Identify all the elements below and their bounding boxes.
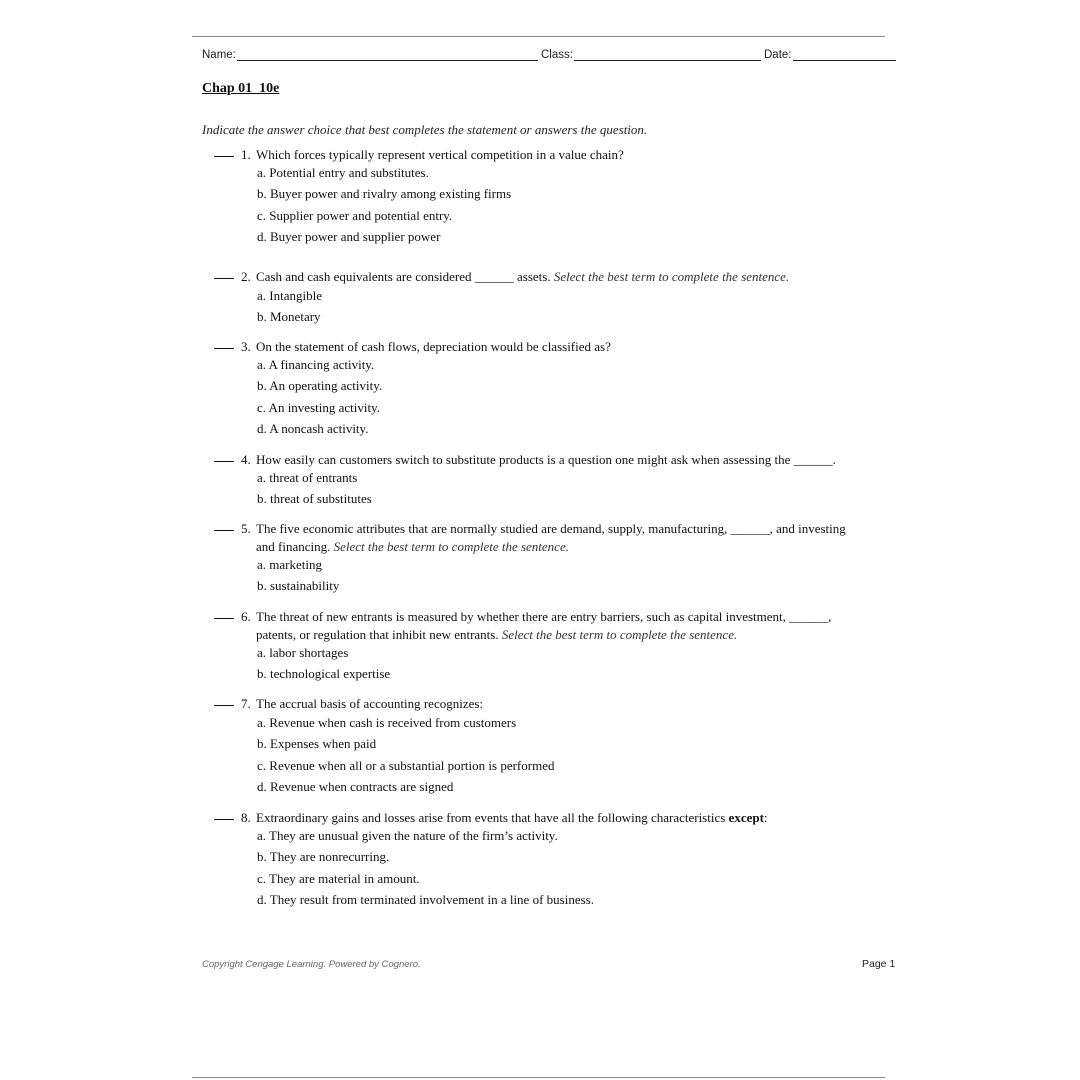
answer-blank xyxy=(214,278,234,279)
question-hint: Select the best term to complete the sentence. xyxy=(501,627,738,642)
question-number: 3. xyxy=(241,339,251,354)
option-c: c. Supplier power and potential entry. xyxy=(257,207,453,223)
instructions: Indicate the answer choice that best completes the statement or answers the question. xyxy=(202,122,648,137)
option-b: b. technological expertise xyxy=(257,666,391,682)
option-c: c. Revenue when all or a substantial portion is performed xyxy=(257,757,555,773)
answer-options xyxy=(257,714,554,799)
date-field xyxy=(764,46,896,61)
option-b: b. They are nonrecurring. xyxy=(257,849,390,865)
option-d: d. A noncash activity. xyxy=(257,420,369,436)
class-label: Class: xyxy=(541,49,573,61)
answer-options xyxy=(257,164,511,249)
date-label: Date: xyxy=(764,49,792,61)
answer-blank xyxy=(214,705,234,706)
question-text: Extraordinary gains and losses arise from events that have all the following characteristics xyxy=(256,810,726,825)
answer-options xyxy=(257,827,594,912)
date-blank-line xyxy=(793,46,897,61)
option-b: b. threat of substitutes xyxy=(257,491,372,507)
option-a: a. Intangible xyxy=(257,288,322,303)
answer-options xyxy=(257,556,339,599)
answer-blank xyxy=(214,530,234,531)
name-label: Name: xyxy=(202,49,236,61)
question-text: The threat of new entrants is measured by whether there are entry barriers, such as capital investment, ______, xyxy=(256,609,832,624)
answer-options xyxy=(257,287,322,330)
option-b: b. An operating activity. xyxy=(257,378,383,394)
question-text: The five economic attributes that are normally studied are demand, supply, manufacturing, ______, and investing xyxy=(256,521,846,536)
option-d: d. Buyer power and supplier power xyxy=(257,228,441,244)
question-stem xyxy=(241,338,896,356)
answer-blank xyxy=(214,348,234,349)
bottom-rule xyxy=(192,1077,885,1078)
question-stem xyxy=(241,520,896,556)
question-number: 8. xyxy=(241,810,251,825)
answer-blank xyxy=(214,819,234,820)
question-stem xyxy=(241,268,896,286)
question-stem xyxy=(241,695,896,713)
question-text: The accrual basis of accounting recognizes: xyxy=(256,696,484,711)
name-blank-line xyxy=(237,46,538,61)
question-number: 6. xyxy=(241,609,251,624)
option-a: a. Revenue when cash is received from customers xyxy=(257,715,517,730)
question-text-continued: and financing. xyxy=(256,539,331,554)
option-b: b. Expenses when paid xyxy=(257,736,377,752)
option-b: b. Monetary xyxy=(257,309,321,325)
question-stem xyxy=(241,608,896,644)
question-text-tail: : xyxy=(763,810,768,825)
option-c: c. They are material in amount. xyxy=(257,870,420,886)
option-c: c. An investing activity. xyxy=(257,399,380,415)
question-number: 4. xyxy=(241,452,251,467)
copyright-footer: Copyright Cengage Learning. Powered by Cognero. xyxy=(202,959,421,970)
document-title: Chap 01_10e xyxy=(202,81,280,96)
class-blank-line xyxy=(574,46,761,61)
option-a: a. threat of entrants xyxy=(257,470,358,485)
page-number: Page 1 xyxy=(862,958,896,970)
option-d: d. They result from terminated involvement in a line of business. xyxy=(257,891,594,907)
answer-blank xyxy=(214,461,234,462)
question-stem xyxy=(241,809,896,827)
question-text: Which forces typically represent vertical competition in a value chain? xyxy=(256,147,624,162)
answer-options xyxy=(257,644,390,687)
question-text: How easily can customers switch to substitute products is a question one might ask when assessing the ______. xyxy=(256,452,836,467)
question-number: 2. xyxy=(241,269,251,284)
answer-options xyxy=(257,469,372,512)
option-a: a. A financing activity. xyxy=(257,357,375,372)
question-number: 1. xyxy=(241,147,251,162)
question-number: 5. xyxy=(241,521,251,536)
question-hint: Select the best term to complete the sentence. xyxy=(553,269,790,284)
student-info-header xyxy=(202,46,896,64)
name-field xyxy=(202,46,538,61)
question-text-continued: patents, or regulation that inhibit new entrants. xyxy=(256,627,499,642)
question-stem xyxy=(241,451,896,469)
top-rule xyxy=(192,36,885,37)
question-stem xyxy=(241,146,896,164)
answer-blank xyxy=(214,618,234,619)
answer-options xyxy=(257,356,382,441)
option-a: a. Potential entry and substitutes. xyxy=(257,165,429,180)
question-text: Cash and cash equivalents are considered ______ assets. xyxy=(256,269,551,284)
option-a: a. labor shortages xyxy=(257,645,349,660)
question-text: On the statement of cash flows, depreciation would be classified as? xyxy=(256,339,611,354)
option-b: b. Buyer power and rivalry among existing firms xyxy=(257,186,512,202)
option-a: a. They are unusual given the nature of the firm’s activity. xyxy=(257,828,558,843)
option-d: d. Revenue when contracts are signed xyxy=(257,778,454,794)
answer-blank xyxy=(214,156,234,157)
question-number: 7. xyxy=(241,696,251,711)
question-emphasis: except xyxy=(728,810,764,825)
option-a: a. marketing xyxy=(257,557,322,572)
option-b: b. sustainability xyxy=(257,578,340,594)
class-field xyxy=(541,46,761,61)
question-hint: Select the best term to complete the sentence. xyxy=(333,539,569,554)
